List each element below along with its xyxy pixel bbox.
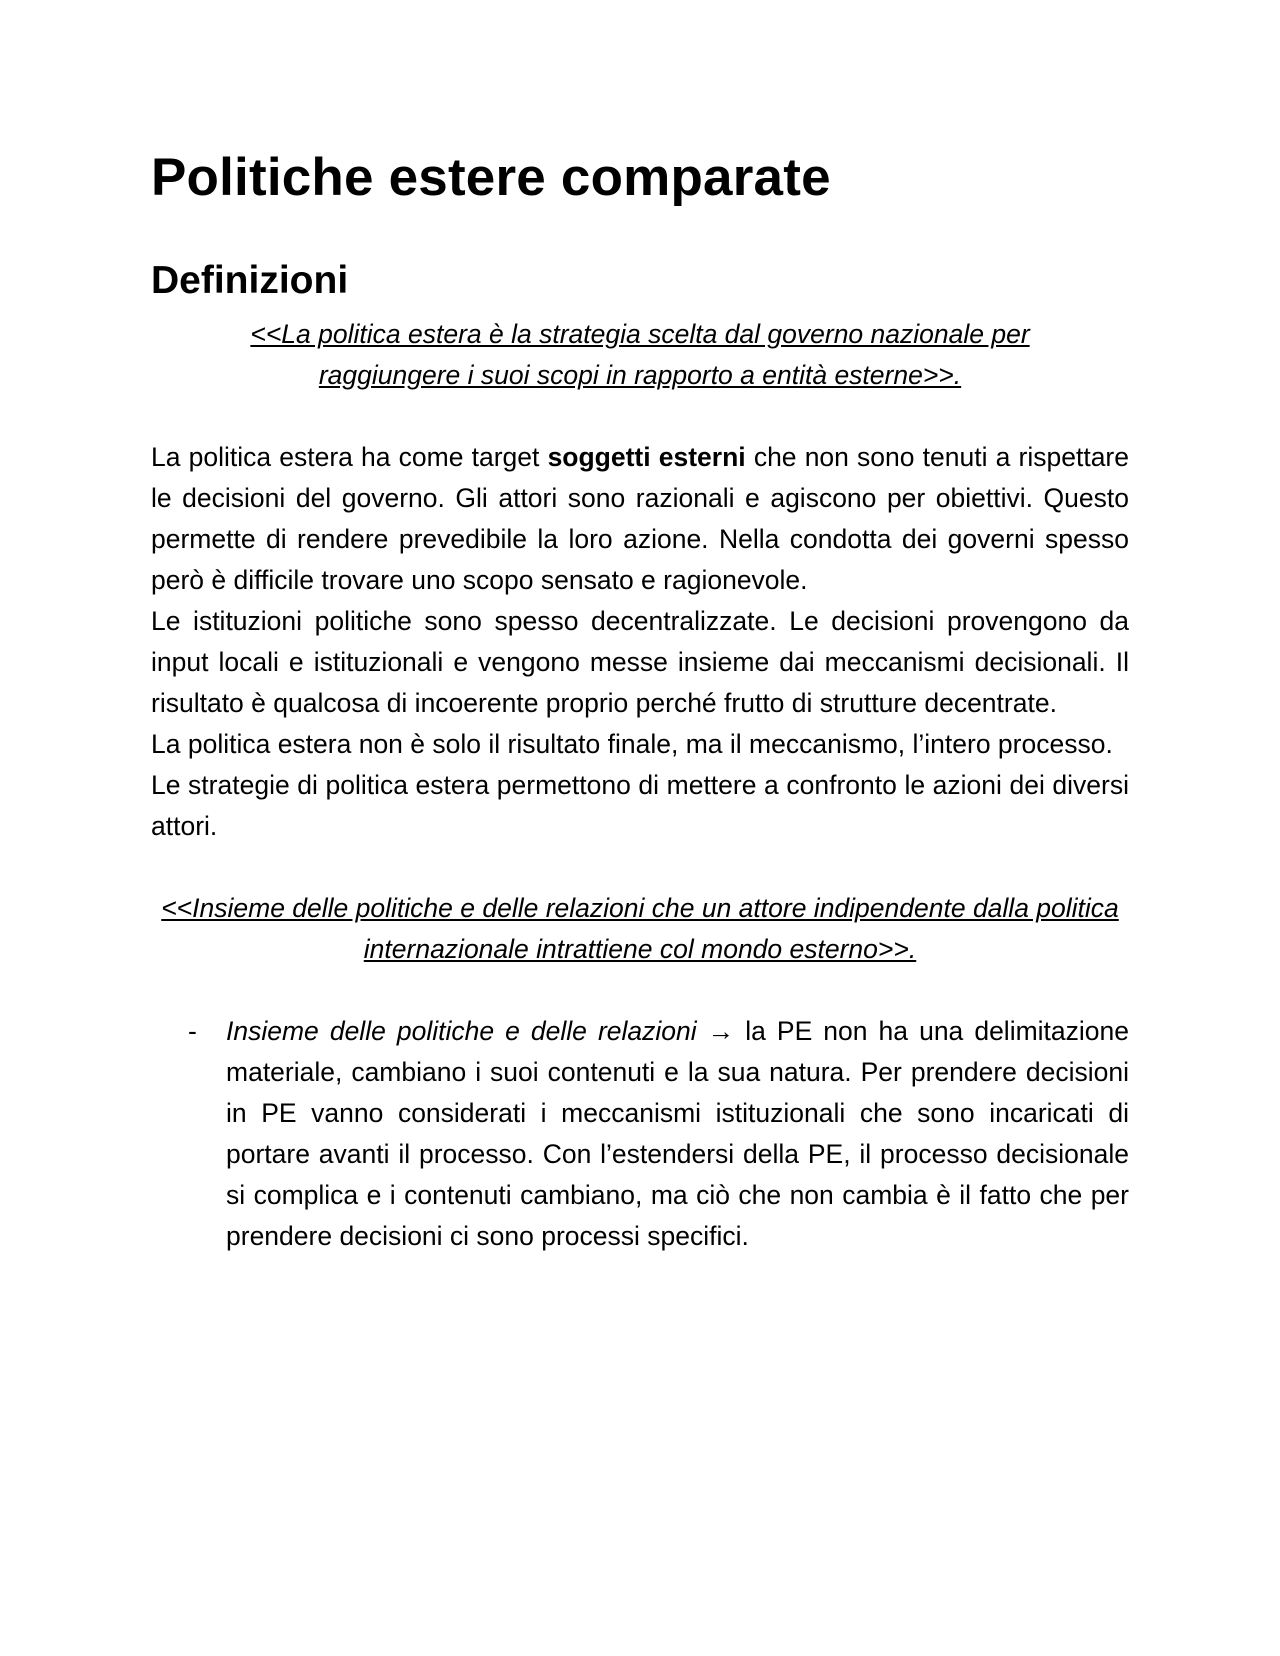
definition-quote-2: <<Insieme delle politiche e delle relazioni che un attore indipendente dalla politica internazionale intrattiene col mondo esterno>>.	[161, 893, 1119, 964]
document-page	[151, 148, 1129, 1257]
paragraph-1-end: che non sono tenuti a rispettare le decisioni del governo. Gli attori sono razionali e agiscono per obiettivi. Questo permette di rendere prevedibile la loro azione. Nella condotta dei governi spesso però è difficile trovare uno scopo sensato e ragionevole.	[151, 442, 1129, 595]
bullet-list	[151, 1011, 1129, 1257]
bullet-italic-lead: Insieme delle politiche e delle relazioni	[226, 1016, 697, 1046]
bullet-text: la PE non ha una delimitazione materiale, cambiano i suoi contenuti e la sua natura. Per prendere decisioni in PE vanno considerati i meccanismi istituzionali che sono incaricati di portare avanti il processo. Con l’estendersi della PE, il processo decisionale si complica e i contenuti cambiano, ma ciò che non cambia è il fatto che per prendere decisioni ci sono processi specifici.	[226, 1016, 1129, 1251]
paragraph-1	[151, 437, 1129, 601]
document-title: Politiche estere comparate	[151, 148, 831, 207]
definition-quote-1: <<La politica estera è la strategia scelta dal governo nazionale per raggiungere i suoi scopi in rapporto a entità esterne>>.	[250, 319, 1030, 390]
section-heading: Definizioni	[151, 259, 349, 302]
paragraph-4: Le strategie di politica estera permettono di mettere a confronto le azioni dei diversi attori.	[151, 770, 1129, 841]
paragraph-1-start: La politica estera ha come target	[151, 442, 548, 472]
list-item	[151, 1011, 1129, 1257]
arrow-glyph: →	[696, 1016, 746, 1046]
bullet-dash: -	[188, 1016, 197, 1046]
paragraph-2: Le istituzioni politiche sono spesso decentralizzate. Le decisioni provengono da input locali e istituzionali e vengono messe insieme dai meccanismi decisionali. Il risultato è qualcosa di incoerente proprio perché frutto di strutture decentrate.	[151, 606, 1129, 718]
paragraph-3: La politica estera non è solo il risultato finale, ma il meccanismo, l’intero processo.	[151, 729, 1113, 759]
body-text	[151, 437, 1129, 847]
paragraph-1-bold: soggetti esterni	[547, 442, 746, 472]
